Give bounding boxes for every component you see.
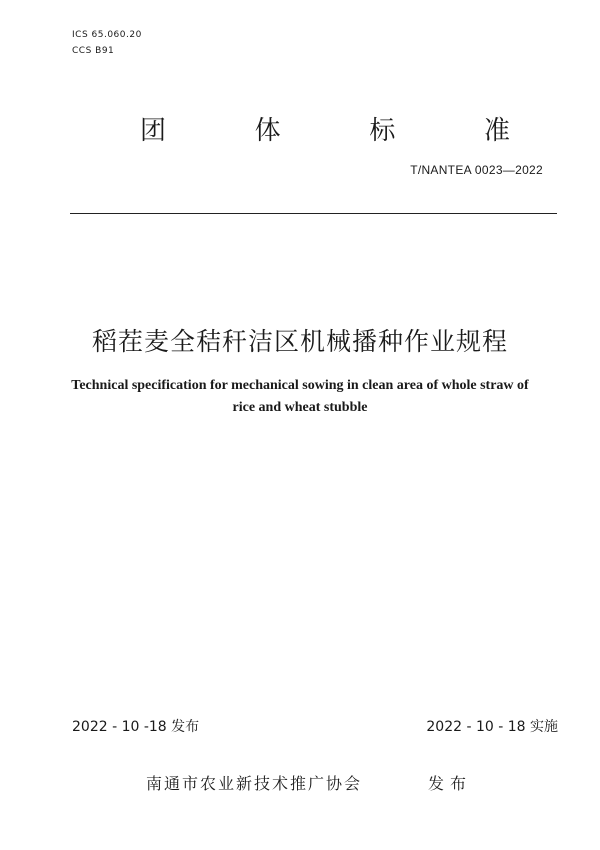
chinese-title: 稻茬麦全秸秆洁区机械播种作业规程 [91,327,508,356]
standard-type-heading [140,110,510,147]
ics-code: ICS 65.060.20 [72,30,142,40]
issuing-organization: 南通市农业新技术推广协会 [146,774,363,793]
publish-date: 2022 - 10 -18 发布 [72,719,200,735]
header-divider [70,213,557,214]
issue-label: 发布 [428,774,473,793]
english-title-line-2: rice and wheat stubble [232,400,368,415]
standard-type-char-4: 准 [483,116,510,146]
standard-type-char-2: 体 [254,116,281,146]
english-title-line-1: Technical specification for mechanical sowing in clean area of whole straw of [71,378,529,393]
implement-date: 2022 - 10 - 18 实施 [426,719,558,735]
english-title [60,375,540,419]
standard-type-char-1: 团 [140,116,167,146]
ccs-code: CCS B91 [72,46,115,56]
standard-code: T/NANTEA 0023—2022 [410,163,543,177]
standard-type-char-3: 标 [369,116,396,146]
